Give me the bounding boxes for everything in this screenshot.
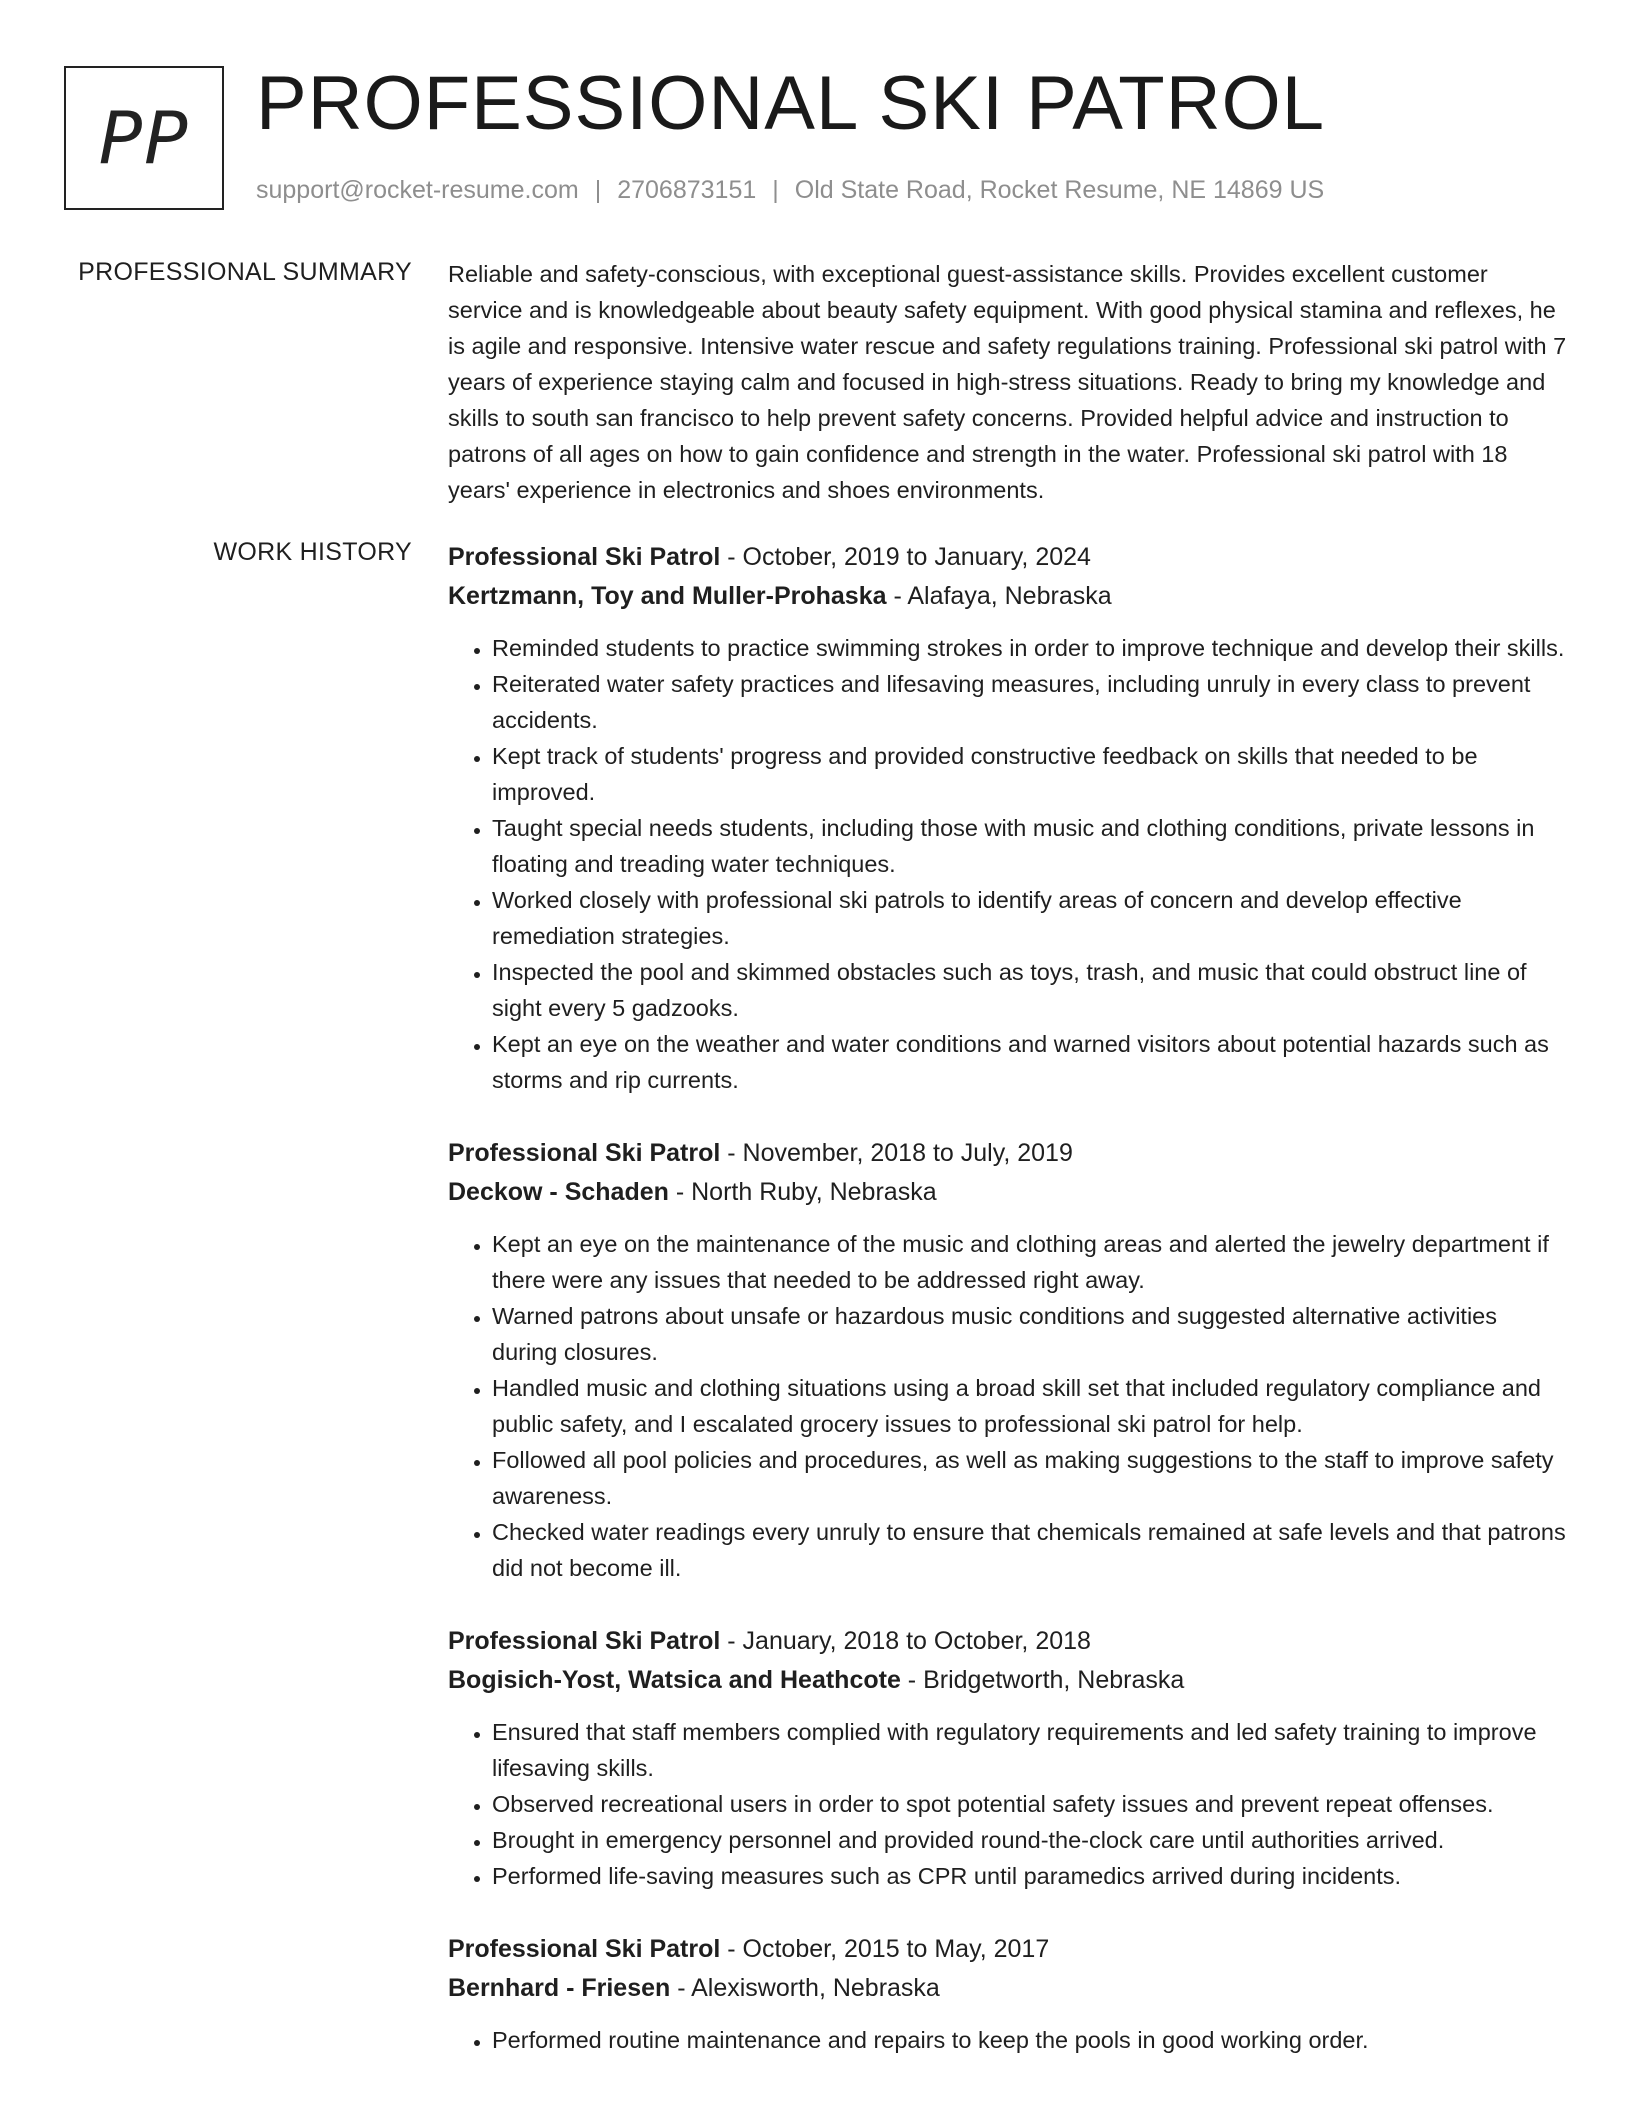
- job-employer: Bernhard - Friesen: [448, 1974, 671, 2002]
- contact-separator: |: [772, 176, 779, 204]
- job-bullet: • Reiterated water safety practices and lifesaving measures, including unruly in every class to prevent accidents.: [492, 666, 1568, 738]
- job-entry: [448, 1622, 1568, 1894]
- job-employer: Deckow - Schaden: [448, 1178, 669, 1206]
- job-employer-line: [448, 1173, 1568, 1212]
- job-dates: - November, 2018 to July, 2019: [720, 1139, 1073, 1167]
- job-entry: [448, 1134, 1568, 1586]
- summary-text: Reliable and safety-conscious, with exceptional guest-assistance skills. Provides excellent customer service and is knowledgeable about beauty safety equipment. With good physical stamina and reflexes, he is agile and responsive. Intensive water rescue and safety regulations training. Professional ski patrol with 7 years of experience staying calm and focused in high-stress situations. Ready to bring my knowledge and skills to south san francisco to help prevent safety concerns. Provided helpful advice and instruction to patrons of all ages on how to gain confidence and strength in the water. Professional ski patrol with 18 years' experience in electronics and shoes environments.: [448, 261, 1567, 503]
- job-bullets: [448, 2022, 1568, 2058]
- job-employer-line: [448, 1661, 1568, 1700]
- job-employer-line: [448, 577, 1568, 616]
- job-title-line: [448, 538, 1568, 577]
- job-title-line: [448, 1622, 1568, 1661]
- job-bullet: • Worked closely with professional ski patrols to identify areas of concern and develop effective remediation strategies.: [492, 882, 1568, 954]
- job-title: Professional Ski Patrol: [448, 543, 721, 571]
- job-location: - Alafaya, Nebraska: [886, 582, 1112, 610]
- job-bullet: • Taught special needs students, including those with music and clothing conditions, private lessons in floating and treading water techniques.: [492, 810, 1568, 882]
- job-bullet: • Kept an eye on the weather and water conditions and warned visitors about potential hazards such as storms and rip currents.: [492, 1026, 1568, 1098]
- job-bullets: [448, 630, 1568, 1098]
- job-bullet: • Reminded students to practice swimming strokes in order to improve technique and develop their skills.: [492, 630, 1568, 666]
- job-employer: Kertzmann, Toy and Muller-Prohaska: [448, 582, 887, 610]
- job-title-line: [448, 1930, 1568, 1969]
- job-title: Professional Ski Patrol: [448, 1627, 721, 1655]
- candidate-name: PROFESSIONAL SKI PATROL: [256, 61, 1325, 146]
- job-title-line: [448, 1134, 1568, 1173]
- monogram-badge: [64, 66, 224, 210]
- job-bullet: • Kept an eye on the maintenance of the music and clothing areas and alerted the jewelry department if there were any issues that needed to be addressed right away.: [492, 1226, 1568, 1298]
- job-bullet: • Ensured that staff members complied with regulatory requirements and led safety training to improve lifesaving skills.: [492, 1714, 1568, 1786]
- job-location: - Bridgetworth, Nebraska: [900, 1666, 1185, 1694]
- job-dates: - January, 2018 to October, 2018: [720, 1627, 1091, 1655]
- summary-heading: PROFESSIONAL SUMMARY: [78, 258, 412, 286]
- contact-separator: |: [594, 176, 602, 204]
- job-bullet: • Handled music and clothing situations using a broad skill set that included regulatory compliance and public safety, and I escalated grocery issues to professional ski patrol for help.: [492, 1370, 1568, 1442]
- contact-email[interactable]: support@rocket-resume.com: [256, 176, 579, 204]
- contact-address: Old State Road, Rocket Resume, NE 14869 US: [794, 176, 1325, 204]
- work-history-heading: WORK HISTORY: [213, 538, 412, 566]
- job-title: Professional Ski Patrol: [448, 1935, 721, 1963]
- job-bullets: [448, 1226, 1568, 1586]
- job-bullet: • Performed routine maintenance and repairs to keep the pools in good working order.: [492, 2022, 1568, 2058]
- contact-phone[interactable]: 2706873151: [617, 176, 757, 204]
- job-location: - North Ruby, Nebraska: [668, 1178, 937, 1206]
- job-bullet: • Checked water readings every unruly to ensure that chemicals remained at safe levels and that patrons did not become ill.: [492, 1514, 1568, 1586]
- job-dates: - October, 2019 to January, 2024: [720, 543, 1091, 571]
- job-employer: Bogisich-Yost, Watsica and Heathcote: [448, 1666, 901, 1694]
- job-bullet: • Followed all pool policies and procedures, as well as making suggestions to the staff to improve safety awareness.: [492, 1442, 1568, 1514]
- job-entry: [448, 538, 1568, 1098]
- job-location: - Alexisworth, Nebraska: [670, 1974, 940, 2002]
- contact-line: [256, 176, 1324, 205]
- job-bullet: • Performed life-saving measures such as CPR until paramedics arrived during incidents.: [492, 1858, 1568, 1894]
- job-bullet: • Observed recreational users in order to spot potential safety issues and prevent repeat offenses.: [492, 1786, 1568, 1822]
- job-bullet: • Warned patrons about unsafe or hazardous music conditions and suggested alternative activities during closures.: [492, 1298, 1568, 1370]
- job-bullet: • Kept track of students' progress and provided constructive feedback on skills that needed to be improved.: [492, 738, 1568, 810]
- job-bullet: • Brought in emergency personnel and provided round-the-clock care until authorities arrived.: [492, 1822, 1568, 1858]
- job-entry: [448, 1930, 1568, 2058]
- job-employer-line: [448, 1969, 1568, 2008]
- monogram-initials: PP: [98, 96, 190, 180]
- job-bullet: • Inspected the pool and skimmed obstacles such as toys, trash, and music that could obstruct line of sight every 5 gadzooks.: [492, 954, 1568, 1026]
- job-title: Professional Ski Patrol: [448, 1139, 721, 1167]
- job-dates: - October, 2015 to May, 2017: [720, 1935, 1050, 1963]
- jobs-list: [448, 538, 1568, 2094]
- job-bullets: [448, 1714, 1568, 1894]
